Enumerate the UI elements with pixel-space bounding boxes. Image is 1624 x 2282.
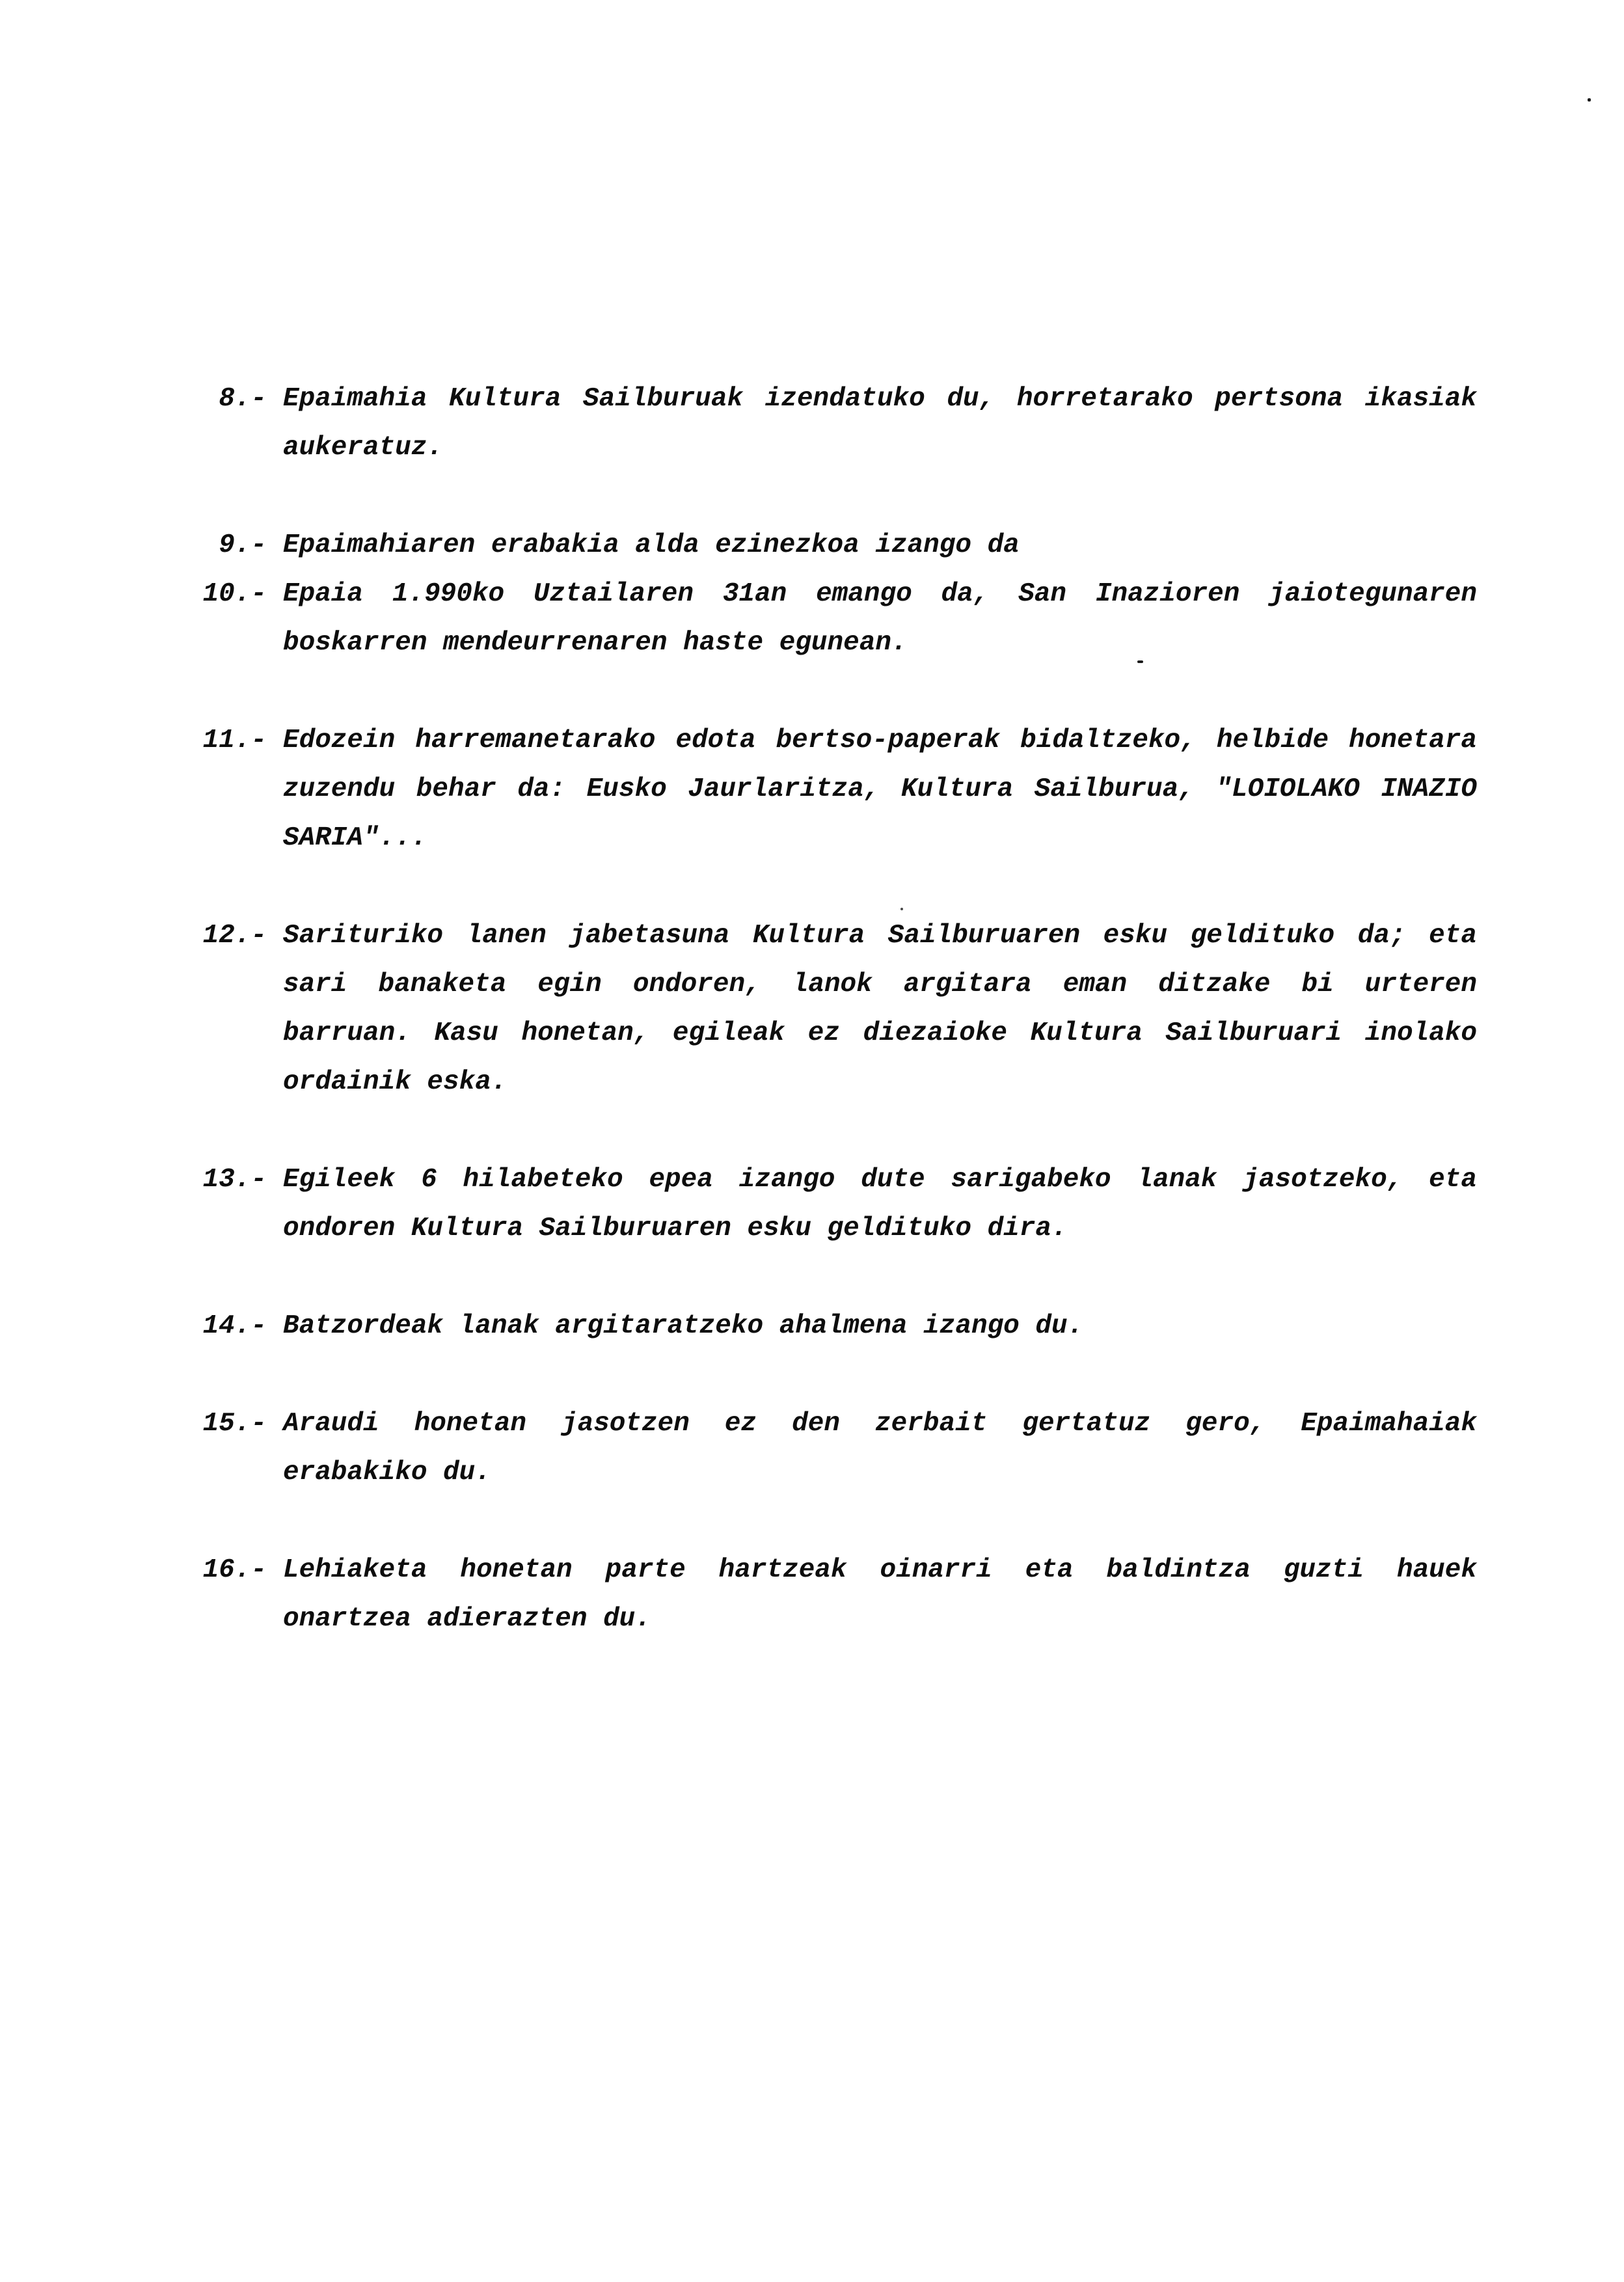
item-line: Egileek 6 hilabeteko epea izango dute sarigabeko lanak jasotzeko, eta (283, 1165, 1477, 1195)
scan-speck (1137, 660, 1143, 663)
item-text (283, 912, 1477, 1107)
item-text (283, 1302, 1477, 1351)
list-item-12 (192, 912, 1477, 1107)
item-line: ondoren Kultura Sailburuaren esku geldituko dira. (283, 1214, 1068, 1243)
item-line: Epaimahiaren erabakia alda ezinezkoa izango da (283, 530, 1020, 560)
item-line: boskarren mendeurrenaren haste egunean. (283, 628, 908, 658)
item-line: Sarituriko lanen jabetasuna Kultura Sailburuaren esku geldituko da; eta (283, 921, 1477, 951)
scan-speck (1588, 98, 1591, 102)
item-line: ordainik eska. (283, 1067, 508, 1097)
item-line: Lehiaketa honetan parte hartzeak oinarri eta baldintza guzti hauek (283, 1555, 1477, 1585)
item-text (283, 1156, 1477, 1253)
item-line: Edozein harremanetarako edota bertso-paperak bidaltzeko, helbide honetara (283, 726, 1477, 755)
item-text (283, 716, 1477, 863)
item-line: Araudi honetan jasotzen ez den zerbait gertatuz gero, Epaimahaiak (283, 1409, 1477, 1439)
item-line: zuzendu behar da: Eusko Jaurlaritza, Kultura Sailburua, "LOIOLAKO INAZIO (283, 774, 1477, 804)
item-number: 10.- (202, 579, 267, 609)
item-number: 11.- (202, 726, 267, 755)
item-text (283, 375, 1477, 472)
item-line: onartzea adierazten du. (283, 1604, 651, 1634)
item-number: 16.- (202, 1555, 267, 1585)
list-item-9 (192, 521, 1477, 570)
item-number: 9.- (219, 530, 267, 560)
item-number: 13.- (202, 1165, 267, 1195)
item-line: aukeratuz. (283, 433, 444, 463)
item-line: Epaimahia Kultura Sailburuak izendatuko du, horretarako pertsona ikasiak (283, 384, 1477, 414)
item-text (283, 521, 1477, 570)
document-body (192, 375, 1477, 1644)
item-text (283, 1546, 1477, 1644)
list-item-8 (192, 375, 1477, 472)
item-line: erabakiko du. (283, 1458, 491, 1487)
item-number: 8.- (219, 384, 267, 414)
list-item-11 (192, 716, 1477, 863)
item-number: 14.- (202, 1311, 267, 1341)
item-text (283, 570, 1477, 668)
scan-speck (900, 908, 903, 910)
item-line: SARIA"... (283, 823, 427, 853)
list-item-13 (192, 1156, 1477, 1253)
list-item-14 (192, 1302, 1477, 1351)
item-number: 12.- (202, 921, 267, 951)
list-item-10 (192, 570, 1477, 668)
item-line: barruan. Kasu honetan, egileak ez diezaioke Kultura Sailburuari inolako (283, 1018, 1477, 1048)
item-line: sari banaketa egin ondoren, lanok argitara eman ditzake bi urteren (283, 970, 1477, 999)
item-line: Epaia 1.990ko Uztailaren 31an emango da, San Inazioren jaiotegunaren (283, 579, 1477, 609)
list-item-15 (192, 1400, 1477, 1497)
item-text (283, 1400, 1477, 1497)
item-line: Batzordeak lanak argitaratzeko ahalmena izango du. (283, 1311, 1084, 1341)
list-item-16 (192, 1546, 1477, 1644)
item-number: 15.- (202, 1409, 267, 1439)
